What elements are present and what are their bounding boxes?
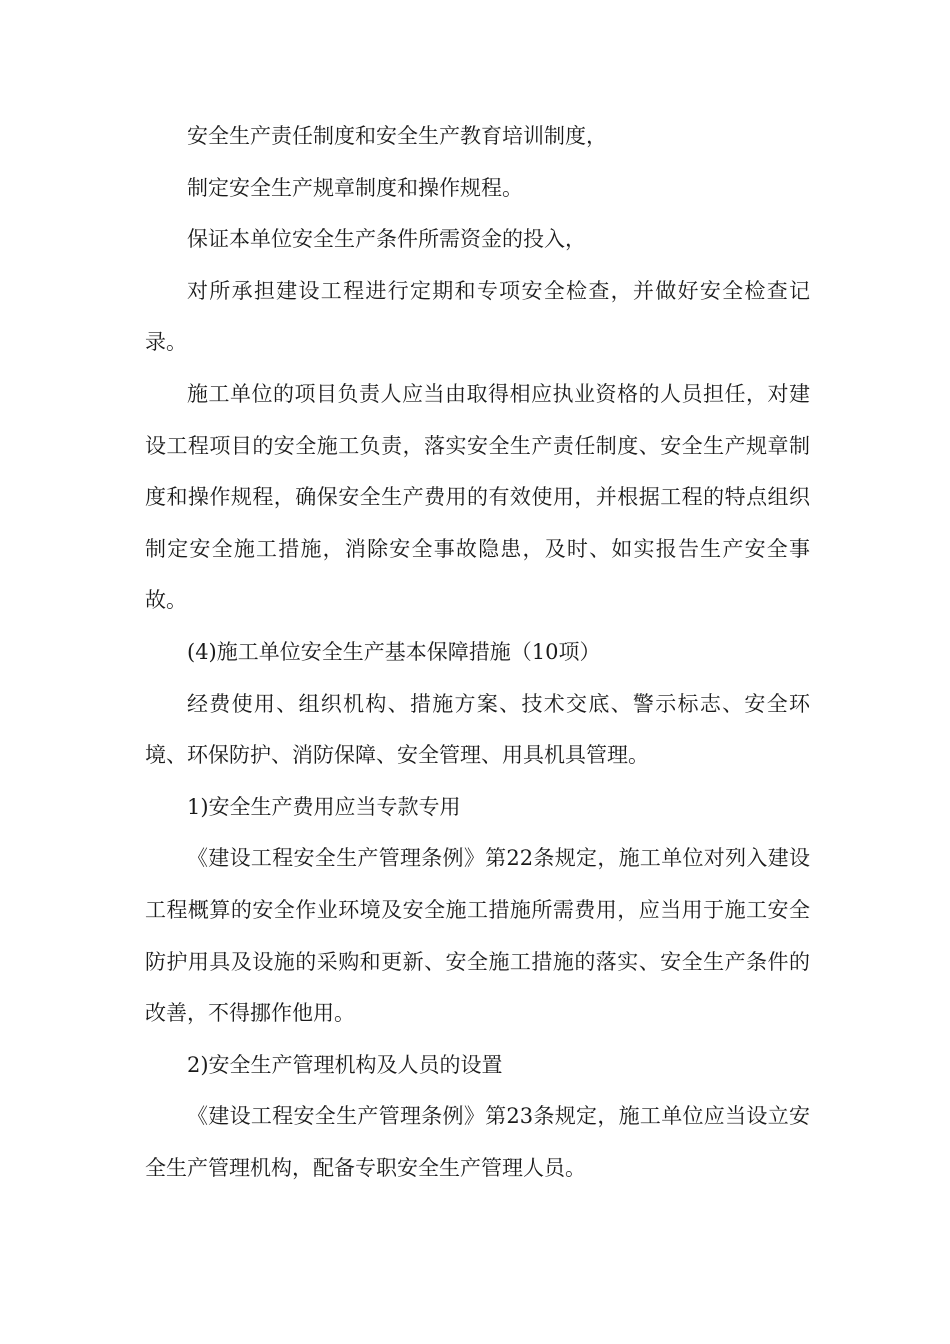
paragraph: 安全生产责任制度和安全生产教育培训制度， — [187, 124, 607, 148]
subsection-heading: 2)安全生产管理机构及人员的设置 — [187, 1052, 503, 1077]
section-heading: (4)施工单位安全生产基本保障措施（10项） — [187, 639, 601, 664]
paragraph: 经费使用、组织机构、措施方案、技术交底、警示标志、安全环境、环保防护、消防保障、安全管理、用具机具管理。 — [145, 691, 810, 768]
paragraph: 制定安全生产规章制度和操作规程。 — [187, 175, 523, 200]
document-body — [145, 111, 810, 1194]
paragraph: 对所承担建设工程进行定期和专项安全检查，并做好安全检查记录。 — [145, 278, 810, 355]
paragraph: 施工单位的项目负责人应当由取得相应执业资格的人员担任，对建设工程项目的安全施工负责，落实安全生产责任制度、安全生产规章制度和操作规程，确保安全生产费用的有效使用，并根据工程的特点组织制定安全施工措施，消除安全事故隐患，及时、如实报告生产安全事故。 — [145, 381, 810, 613]
paragraph: 《建设工程安全生产管理条例》第23条规定，施工单位应当设立安全生产管理机构，配备专职安全生产管理人员。 — [145, 1104, 810, 1180]
subsection-heading: 1)安全生产费用应当专款专用 — [187, 794, 461, 819]
paragraph: 保证本单位安全生产条件所需资金的投入， — [187, 227, 586, 252]
paragraph: 《建设工程安全生产管理条例》第22条规定，施工单位对列入建设工程概算的安全作业环境及安全施工措施所需费用，应当用于施工安全防护用具及设施的采购和更新、安全施工措施的落实、安全生产条件的改善，不得挪作他用。 — [145, 846, 810, 1026]
